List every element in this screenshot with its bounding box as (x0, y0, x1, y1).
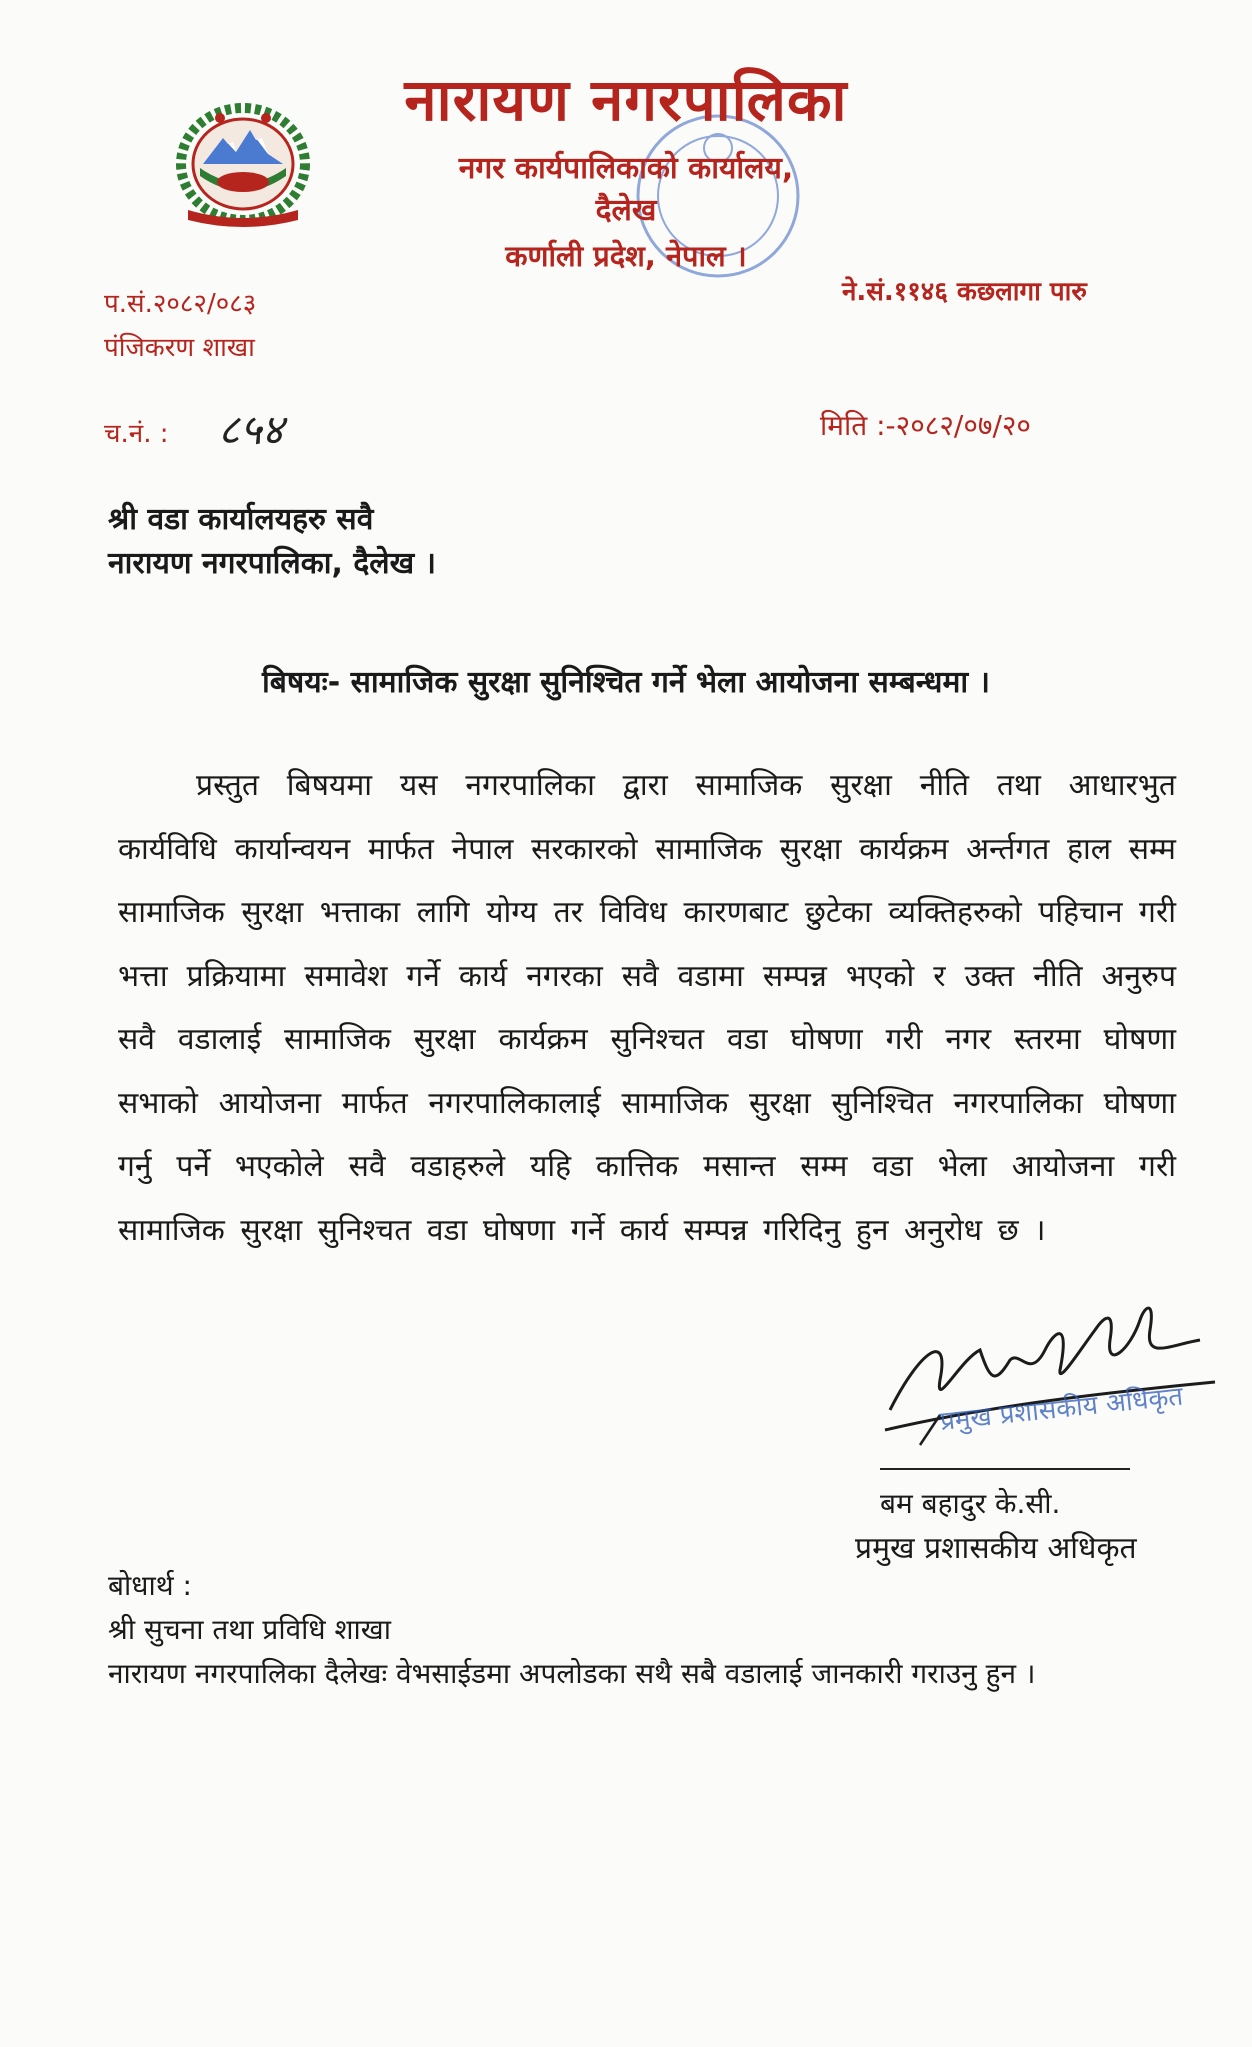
province-name: कर्णाली प्रदेश, नेपाल । (505, 239, 747, 273)
letter-date: मिति :-२०८२/०७/२० (820, 409, 1031, 442)
signer-name: बम बहादुर के.सी. (880, 1487, 1061, 1520)
cc-line-1: श्री सुचना तथा प्रविधि शाखा (108, 1613, 391, 1646)
recipient-line-1: श्री वडा कार्यालयहरु सवै (108, 502, 374, 537)
reference-number: प.सं.२०८२/०८३ (104, 289, 257, 319)
designation-stamp: प्रमुख प्रशासकीय अधिकृत (938, 1381, 1185, 1437)
dispatch-number: ८५४ (218, 405, 284, 454)
cc-line-2: नारायण नगरपालिका दैलेखः वेभसाईडमा अपलोडका सथै सबै वडालाई जानकारी गराउनु हुन । (108, 1657, 1036, 1690)
signature-line (880, 1468, 1130, 1470)
cc-label: बोधार्थ : (108, 1569, 192, 1602)
signer-title: प्रमुख प्रशासकीय अधिकृत (855, 1531, 1137, 1566)
office-name: नगर कार्यपालिकाको कार्यालय, (458, 151, 794, 186)
letter-body: प्रस्तुत बिषयमा यस नगरपालिका द्वारा सामाजिक सुरक्षा नीति तथा आधारभुत कार्यविधि कार्यान्वयन मार्फत नेपाल सरकारको सामाजिक सुरक्षा कार्यक्रम अर्न्तगत हाल सम्म सामाजिक सुरक्षा भत्ताका लागि योग्य तर विविध कारणबाट छुटेका व्यक्तिहरुको पहिचान गरी भत्ता प्रक्रियामा समावेश गर्ने कार्य नगरका सवै वडामा सम्पन्न भएको र उक्त नीति अनुरुप सवै वडालाई सामाजिक सुरक्षा कार्यक्रम सुनिश्चत वडा घोषणा गरी नगर स्तरमा घोषणा सभाको आयोजना मार्फत नगरपालिकालाई सामाजिक सुरक्षा सुनिश्चित नगरपालिका घोषणा गर्नु पर्ने भएकोले सवै वडाहरुले यहि कात्तिक मसान्त सम्म वडा भेला आयोजना गरी सामाजिक सुरक्षा सुनिश्चत वडा घोषणा गर्ने कार्य सम्पन्न गरिदिनु हुन अनुरोध छ । (118, 768, 1176, 1248)
dispatch-label: च.नं. : (104, 419, 169, 449)
recipient-line-2: नारायण नगरपालिका, दैलेख । (108, 546, 436, 581)
recipient-block (108, 498, 436, 586)
nepal-sambat-date: ने.सं.११४६ कछलागा पारु (842, 277, 1087, 307)
district-name: दैलेख (595, 193, 657, 228)
branch-name: पंजिकरण शाखा (104, 333, 255, 363)
subject-line: बिषयः- सामाजिक सुरक्षा सुनिश्चित गर्ने भेला आयोजना सम्बन्धमा । (262, 665, 990, 700)
org-name: नारायण नगरपालिका (404, 66, 848, 134)
